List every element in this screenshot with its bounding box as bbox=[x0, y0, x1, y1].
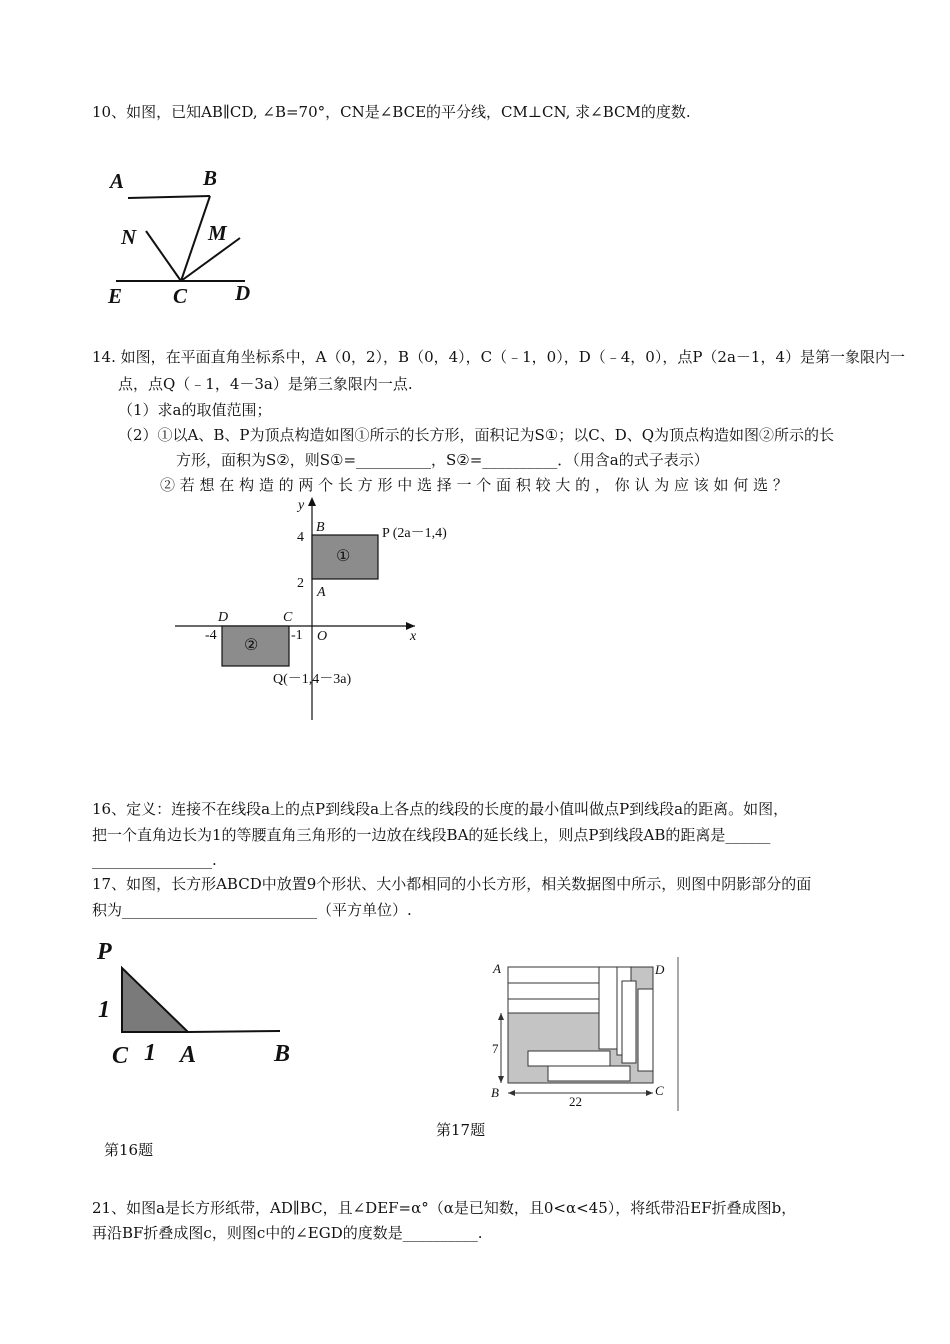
q10-text: 10、如图，已知AB∥CD, ∠B=70°，CN是∠BCE的平分线，CM⊥CN, 求∠BCM的度数. bbox=[92, 103, 691, 121]
circled-1: ① bbox=[336, 548, 351, 565]
label-b: B bbox=[274, 1041, 291, 1067]
label-q: Q(－1,4－3a) bbox=[273, 672, 352, 687]
small-rectangle bbox=[508, 983, 599, 999]
line-ab bbox=[128, 196, 210, 198]
line-nc bbox=[146, 231, 181, 281]
q21-line1: 21、如图a是长方形纸带，AD∥BC，且∠DEF=α°（α是已知数，且0<α<45），将纸带沿EF折叠成图b， bbox=[92, 1199, 797, 1217]
q17-line1: 17、如图，长方形ABCD中放置9个形状、大小都相同的小长方形，相关数据图中所示，则图中阴影部分的面 bbox=[92, 875, 812, 893]
label-y: y bbox=[298, 498, 305, 513]
small-rectangle bbox=[599, 967, 617, 1049]
q17-line2: 积为__________________________（平方单位）. bbox=[92, 901, 412, 919]
label-1-left: 1 bbox=[98, 997, 110, 1023]
q17-figure bbox=[488, 955, 688, 1113]
isosceles-triangle bbox=[122, 968, 188, 1032]
label-b: B bbox=[203, 166, 218, 190]
q16-line2: 把一个直角边长为1的等腰直角三角形的一边放在线段BA的延长线上，则点P到线段AB的距离是______ bbox=[92, 826, 771, 844]
label-n: N bbox=[121, 225, 137, 249]
label-m: M bbox=[208, 221, 227, 245]
q14-line2: 点，点Q（﹣1，4－3a）是第三象限内一点. bbox=[118, 375, 413, 393]
small-rectangle bbox=[508, 967, 599, 983]
q14-line4: （2）①以A、B、P为顶点构造如图①所示的长方形，面积记为S①；以C、D、Q为顶点构造如图②所示的长 bbox=[118, 426, 835, 444]
label-c: C bbox=[112, 1043, 129, 1069]
tick-4: 4 bbox=[297, 530, 304, 545]
label-a: A bbox=[493, 961, 501, 976]
label-7: 7 bbox=[492, 1041, 499, 1056]
q21-line2: 再沿BF折叠成图c，则图c中的∠EGD的度数是__________. bbox=[92, 1224, 483, 1242]
q16-figure bbox=[92, 935, 312, 1075]
tick-2: 2 bbox=[297, 576, 304, 591]
label-p: P bbox=[97, 939, 112, 965]
label-x: x bbox=[410, 629, 417, 644]
q14-line1: 14. 如图，在平面直角坐标系中，A（0，2），B（0，4），C（﹣1，0），D（﹣4，0），点P（2a－1，4）是第一象限内一 bbox=[92, 348, 906, 366]
label-a: A bbox=[180, 1042, 197, 1068]
circled-2: ② bbox=[244, 637, 259, 654]
label-a: A bbox=[317, 585, 326, 600]
q14-coordinate-figure bbox=[170, 493, 480, 723]
segment-ab bbox=[188, 1031, 280, 1032]
label-1-bottom: 1 bbox=[144, 1040, 156, 1066]
q14-line3: （1）求a的取值范围； bbox=[118, 401, 272, 419]
q16-caption: 第16题 bbox=[104, 1141, 154, 1159]
q14-line5: 方形，面积为S②，则S①=__________，S②=__________．（用含a的式子表示） bbox=[176, 451, 709, 469]
arrow-down bbox=[498, 1076, 504, 1083]
label-d: D bbox=[655, 962, 665, 977]
arrow-up bbox=[498, 1013, 504, 1020]
q10-figure bbox=[100, 160, 270, 310]
label-b: B bbox=[316, 520, 325, 535]
label-c: C bbox=[173, 284, 188, 308]
small-rectangle bbox=[528, 1051, 610, 1066]
label-22: 22 bbox=[569, 1094, 582, 1109]
small-rectangle bbox=[638, 989, 653, 1071]
label-p: P (2a－1,4) bbox=[382, 526, 447, 541]
label-b: B bbox=[491, 1085, 499, 1100]
line-bc bbox=[181, 196, 210, 281]
small-rectangle bbox=[508, 999, 599, 1013]
small-rectangle bbox=[548, 1066, 630, 1081]
label-c: C bbox=[655, 1083, 664, 1098]
label-d: D bbox=[235, 281, 251, 305]
label-e: E bbox=[108, 284, 123, 308]
y-axis-arrow bbox=[308, 497, 316, 506]
label-o: O bbox=[317, 629, 328, 644]
small-rectangle bbox=[622, 981, 636, 1063]
label-a: A bbox=[110, 169, 125, 193]
label-d: D bbox=[218, 610, 229, 625]
arrow-right bbox=[646, 1090, 653, 1096]
q14-line6: ② 若 想 在 构 造 的 两 个 长 方 形 中 选 择 一 个 面 积 较 大 的 ， 你 认 为 应 该 如 何 选 ？ bbox=[160, 476, 788, 494]
q16-line3: ________________. bbox=[92, 851, 217, 869]
q16-line1: 16、定义：连接不在线段a上的点P到线段a上各点的线段的长度的最小值叫做点P到线段a的距离。如图， bbox=[92, 800, 789, 818]
arrow-left bbox=[508, 1090, 515, 1096]
q17-caption: 第17题 bbox=[436, 1121, 486, 1139]
tick-neg1: -1 bbox=[291, 628, 303, 643]
tick-neg4: -4 bbox=[205, 628, 217, 643]
label-c: C bbox=[283, 610, 293, 625]
